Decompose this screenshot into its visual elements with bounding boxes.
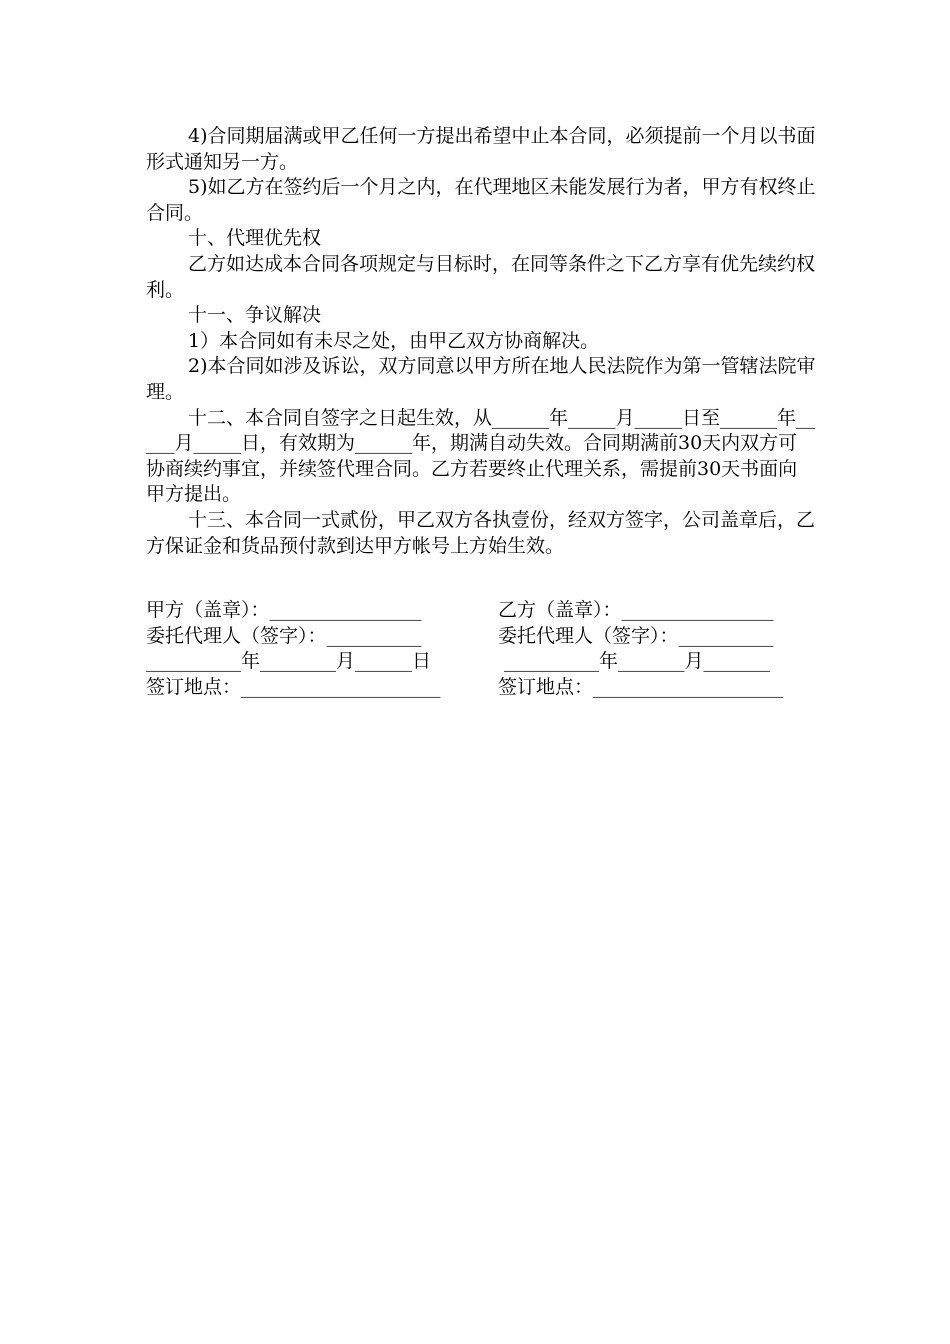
signature-block [146, 598, 816, 700]
agent-row [146, 624, 816, 650]
section-heading-dispute: 十一、争议解决 [188, 304, 322, 327]
party-b-agent-line[interactable]: 委托代理人（签字）：__________ [498, 624, 774, 647]
date-row [146, 649, 816, 675]
section-heading-priority: 十、代理优先权 [188, 227, 322, 250]
seal-row [146, 598, 816, 624]
party-a-seal-line[interactable]: 甲方（盖章）：________________ [146, 599, 422, 621]
clause-copies-effectiveness: 十三、本合同一式贰份，甲乙双方各执壹份，经双方签字，公司盖章后，乙方保证金和货品预付款到达甲方帐号上方始生效。 [146, 508, 816, 557]
party-b-date-line[interactable]: __________年_______月_______ [498, 650, 771, 673]
party-b-place-line[interactable]: 签订地点：____________________ [498, 675, 784, 698]
clause-termination-notice: 4)合同期届满或甲乙任何一方提出希望中止本合同，必须提前一个月以书面形式通知另一方。 [146, 125, 816, 173]
party-a-place-line[interactable]: 签订地点：_____________________ [146, 675, 441, 698]
party-b-seal-line[interactable]: 乙方（盖章）：________________ [498, 599, 774, 621]
clause-dispute-litigation: 2)本合同如涉及诉讼，双方同意以甲方所在地人民法院作为第一管辖法院审理。 [146, 355, 816, 403]
party-a-date-line[interactable]: __________年________月______日 [146, 650, 432, 673]
contract-body [146, 124, 816, 559]
place-row [146, 675, 816, 701]
clause-termination-performance: 5)如乙方在签约后一个月之内，在代理地区未能发展行为者，甲方有权终止合同。 [146, 176, 816, 224]
clause-renewal-priority: 乙方如达成本合同各项规定与目标时，在同等条件之下乙方享有优先续约权利。 [146, 252, 816, 301]
party-a-agent-line[interactable]: 委托代理人（签字）：__________ [146, 624, 422, 647]
clause-effective-term: 十二、本合同自签字之日起生效，从______年_____月_____日至______年_____月_____日，有效期为______年，期满自动失效。合同期满前30天内双方可协商续约事宜，并续签代理合同。乙方若要终止代理关系，需提前30天书面向甲方提出。 [146, 406, 816, 506]
clause-dispute-negotiation: 1）本合同如有未尽之处，由甲乙双方协商解决。 [188, 329, 600, 352]
